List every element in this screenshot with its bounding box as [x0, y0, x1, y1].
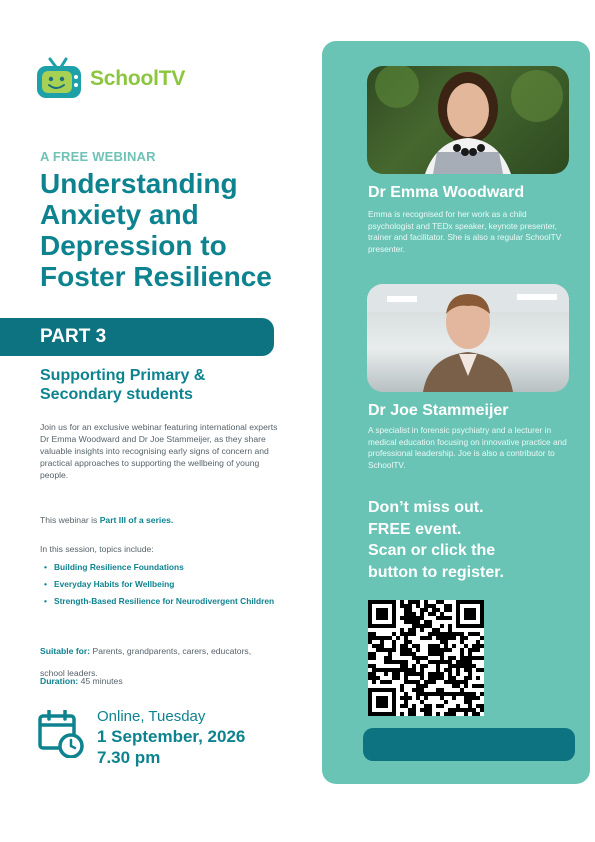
series-bold: Part III of a series.: [99, 515, 174, 525]
suitable-value: Parents, grandparents, carers, educators, school leaders.: [40, 646, 252, 678]
brand-name: SchoolTV: [90, 67, 186, 90]
part-banner: [0, 318, 274, 356]
topics-list: [40, 561, 280, 612]
cta-line: Don’t miss out.: [368, 499, 484, 516]
presenter-name: Dr Emma Woodward: [368, 184, 525, 201]
topics-intro: In this session, topics include:: [40, 544, 154, 554]
cta-text: [368, 497, 568, 583]
list-item: • Everyday Habits for Wellbeing: [44, 579, 175, 589]
page-title: Understanding Anxiety and Depression to Foster Resilience: [40, 168, 272, 292]
event-mode-day: Online, Tuesday: [97, 708, 206, 725]
qr-code-graphic: [368, 600, 484, 716]
duration: [40, 676, 123, 686]
presenter-photo-emma: [367, 66, 569, 174]
series-note: [40, 515, 173, 525]
cta-line: FREE event.: [368, 520, 462, 538]
presenter-portrait: [367, 66, 569, 174]
intro-paragraph: Join us for an exclusive webinar featuring international experts Dr Emma Woodward and Dr Joe Stammeijer, as they share valuable insights into recognising early signs of concern and practical approaches to supporting the wellbeing of young people.: [40, 422, 278, 480]
list-item: • Strength-Based Resilience for Neurodivergent Children: [44, 596, 275, 606]
schooltv-logo: [32, 43, 212, 111]
register-button[interactable]: [363, 728, 575, 761]
event-datetime: [97, 707, 245, 768]
presenter-bio: A specialist in forensic psychiatry and a lecturer in medical education focusing on innovative practice and professional leadership. Joe is also a contributor to SchoolTV.: [368, 425, 567, 470]
qr-code-icon[interactable]: [368, 600, 484, 716]
duration-label: Duration:: [40, 676, 79, 686]
event-date: 1 September, 2026: [97, 727, 246, 746]
presenter-name: Dr Joe Stammeijer: [368, 402, 509, 419]
duration-value: 45 minutes: [80, 676, 123, 686]
tv-logo-icon: [36, 57, 82, 99]
webinar-kicker: A FREE WEBINAR: [40, 149, 156, 164]
cta-line: Scan or click the: [368, 542, 496, 559]
topic-label: Strength-Based Resilience for Neurodivergent Children: [54, 596, 275, 606]
suitable-label: Suitable for:: [40, 646, 91, 656]
part-label: PART 3: [40, 326, 107, 347]
presenter-portrait: [367, 284, 569, 392]
list-item: • Building Resilience Foundations: [44, 562, 184, 572]
topic-label: Everyday Habits for Wellbeing: [54, 579, 175, 589]
webinar-subtitle: Supporting Primary & Secondary students: [40, 367, 206, 403]
presenter-bio: Emma is recognised for her work as a child psychologist and TEDx speaker, keynote presenter, trainer and facilitator. She is also a regular SchoolTV presenter.: [368, 209, 562, 254]
cta-line: button to register.: [368, 563, 504, 581]
calendar-clock-icon: [38, 710, 84, 758]
presenter-photo-joe: [367, 284, 569, 392]
series-prefix: This webinar is: [40, 515, 100, 525]
event-time: 7.30 pm: [97, 748, 161, 767]
topic-label: Building Resilience Foundations: [54, 562, 184, 572]
